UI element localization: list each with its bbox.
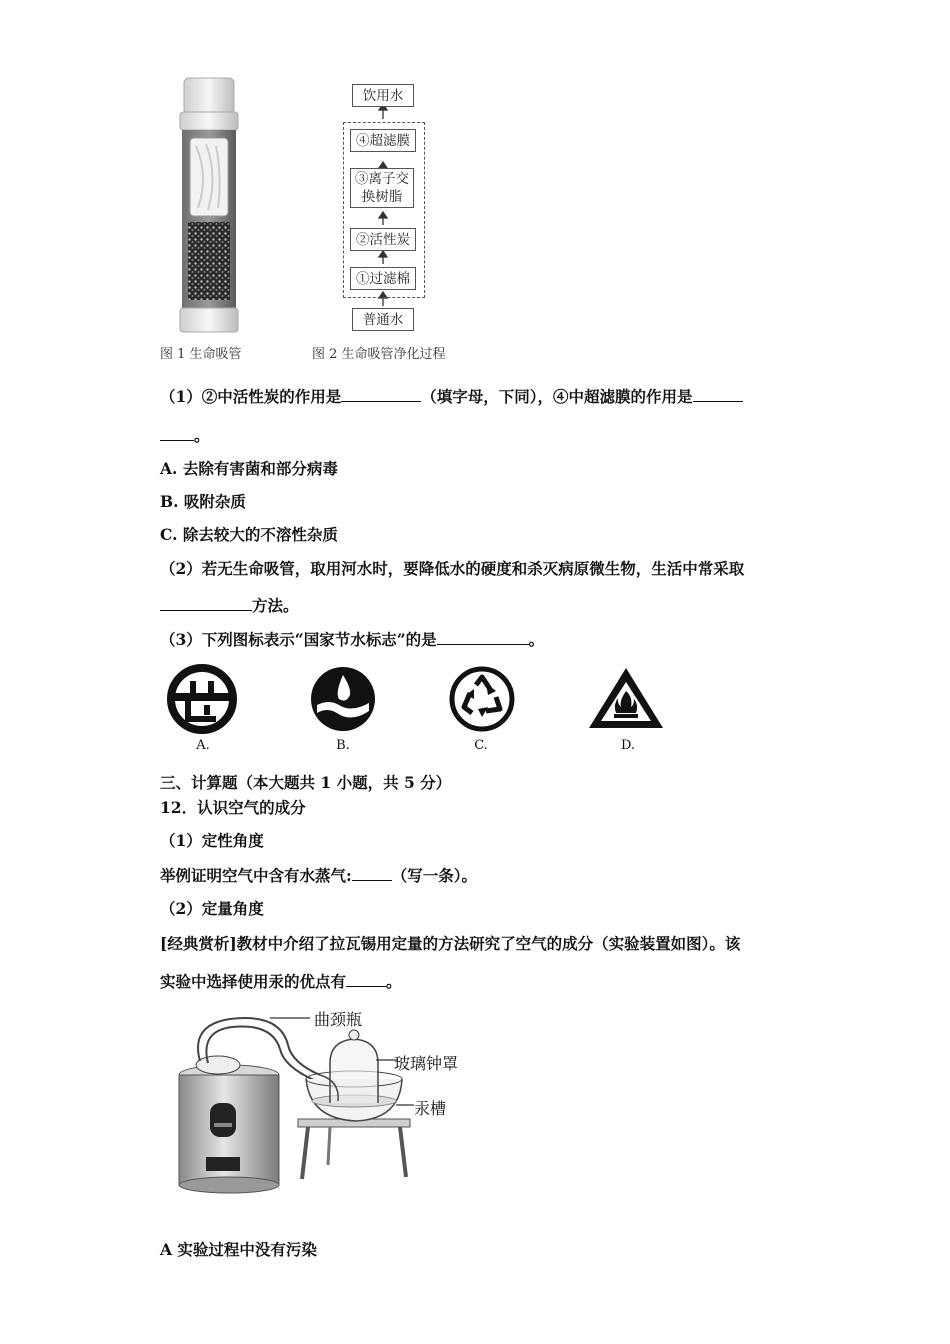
q1-line-2 [160, 424, 210, 446]
life-straw-figure [176, 76, 242, 334]
option-c: C. 除去较大的不溶性杂质 [160, 525, 338, 544]
answer-option-a: A 实验过程中没有污染 [160, 1240, 317, 1259]
step-ordinary-water: 普通水 [352, 308, 414, 331]
option-a: A. 去除有害菌和部分病毒 [160, 459, 338, 478]
label-mercury-trough: 汞槽 [414, 1099, 447, 1118]
q2-line-2 [160, 594, 299, 616]
q12-title: 12．认识空气的成分 [160, 798, 306, 817]
q1-blank-2-cont[interactable] [160, 426, 194, 441]
step-activated-carbon: ②活性炭 [350, 228, 416, 251]
q12-qualitative-question [160, 864, 477, 886]
q2-blank[interactable] [160, 596, 252, 611]
qual-q-end: （写一条）。 [391, 866, 477, 885]
q1-blank-2[interactable] [693, 387, 743, 402]
classic-blank[interactable] [346, 972, 386, 987]
qual-q-text: 举例证明空气中含有水蒸气: [160, 866, 352, 885]
icon-b-label: B. [336, 738, 350, 753]
icon-c-label: C. [474, 738, 488, 753]
q1-end: 。 [194, 426, 210, 445]
label-bell-jar: 玻璃钟罩 [394, 1054, 459, 1073]
lavoisier-apparatus [170, 1005, 470, 1195]
q3-end: 。 [528, 630, 545, 649]
fig2-caption: 图 2 生命吸管净化过程 [312, 347, 446, 362]
qual-blank[interactable] [352, 866, 392, 881]
label-retort: 曲颈瓶 [314, 1010, 363, 1029]
q2-end: 方法。 [252, 596, 299, 615]
q2-line-1: （2）若无生命吸管，取用河水时，要降低水的硬度和杀灭病原微生物，生活中常采取 [160, 559, 745, 578]
q12-quantitative: （2）定量角度 [160, 899, 264, 918]
q3-blank[interactable] [437, 630, 529, 645]
icon-a-water-saving[interactable] [166, 663, 238, 735]
option-b: B. 吸附杂质 [160, 492, 246, 511]
process-diagram [340, 80, 440, 340]
icon-a-label: A. [196, 738, 210, 753]
q1-line [160, 385, 743, 407]
classic-line-2 [160, 970, 402, 992]
icon-c-recycle[interactable] [448, 665, 516, 733]
classic-line-2-end: 。 [386, 972, 402, 991]
step-ion-exchange: ③离子交换树脂 [350, 168, 414, 208]
q1-part-a: （1）②中活性炭的作用是 [160, 387, 342, 406]
section3-heading: 三、计算题（本大题共 1 小题，共 5 分） [160, 773, 452, 792]
q12-qualitative: （1）定性角度 [160, 831, 264, 850]
step-ultrafiltration: ④超滤膜 [350, 129, 416, 152]
q3-line [160, 628, 544, 650]
q3-text: （3）下列图标表示“国家节水标志”的是 [160, 630, 437, 649]
step-filter-cotton: ①过滤棉 [350, 267, 416, 290]
icon-d-label: D. [620, 738, 636, 753]
classic-line-1: [经典赏析]教材中介绍了拉瓦锡用定量的方法研究了空气的成分（实验装置如图）。该 [160, 934, 741, 953]
icon-d-flammable-warning[interactable] [587, 665, 665, 731]
fig1-caption: 图 1 生命吸管 [160, 347, 242, 362]
step-drinking-water: 饮用水 [352, 84, 414, 107]
icon-b-water-drop[interactable] [309, 665, 377, 733]
q1-blank-1[interactable] [341, 387, 421, 402]
q1-part-b: （填字母，下同），④中超滤膜的作用是 [421, 387, 693, 406]
classic-line-2-text: 实验中选择使用汞的优点有 [160, 972, 347, 991]
